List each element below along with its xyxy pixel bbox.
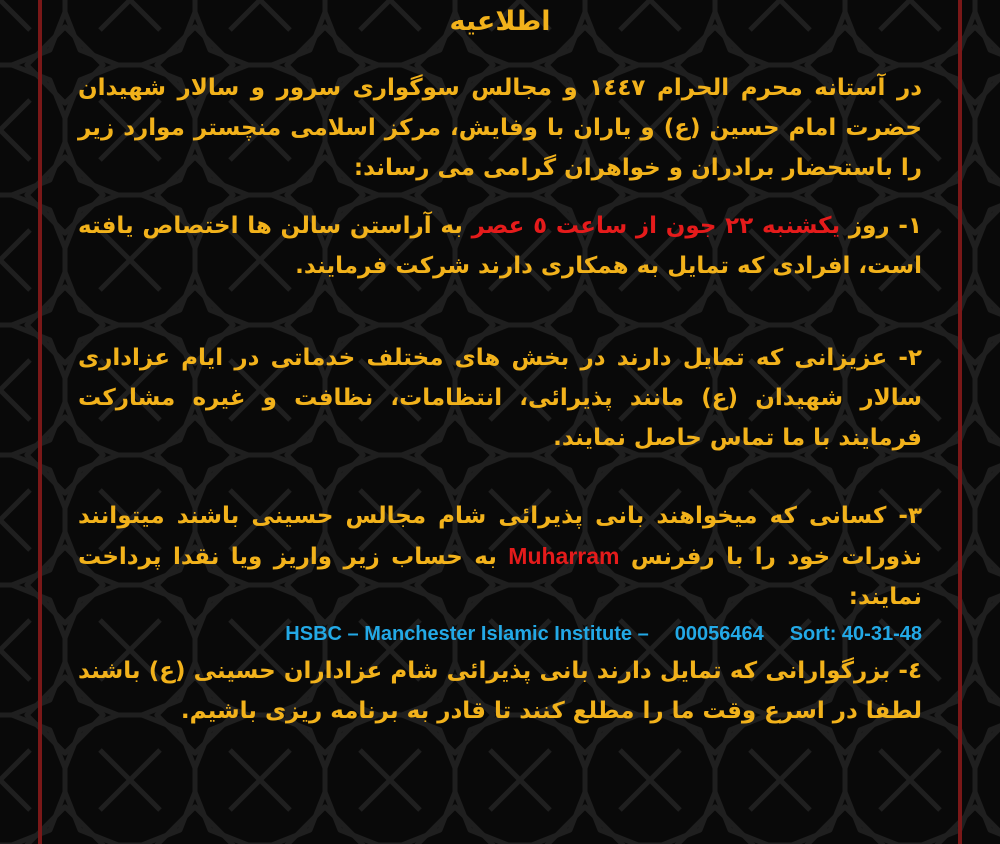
item-1-suffix: به آراستن سالن ها اختصاص یافته است، افرادی که تمایل به همکاری دارند شرکت فرمایند. [78,213,922,279]
item-4-paragraph: ٤- بزرگوارانی که تمایل دارند بانی پذیرائی شام عزاداران حسینی (ع) باشند لطفا در اسرع وقت ما را مطلع کنند تا قادر به برنامه ریزی باشیم. [78,658,922,724]
item-3-reference: Muharram [508,543,620,569]
item-1-paragraph [78,206,922,286]
bank-account-number: 00056464 [674,623,764,645]
bank-details [78,619,922,649]
item-1-prefix: ۱- روز [840,213,922,239]
frame-border-left [38,0,42,844]
item-1-date-highlight: یکشنبه ۲۲ جون از ساعت ٥ عصر [471,213,841,239]
item-3-prefix: ۳- کسانی که میخواهند بانی پذیرائی شام مجالس حسینی باشند میتوانند نذورات خود را با رفرنس [78,503,922,570]
announcement-title: اطلاعیه [449,6,551,37]
item-3-suffix: به حساب زیر واریز ویا نقدا پرداخت نمایند: [78,544,922,610]
item-3-paragraph [78,496,922,617]
announcement-body [78,0,922,844]
intro-paragraph: در آستانه محرم الحرام ۱٤٤٧ و مجالس سوگواری سرور و سالار شهیدان حضرت امام حسین (ع) و یاران با وفایش، مرکز اسلامی منچستر موارد زیر را باستحضار برادران و خواهران گرامی می رساند: [78,75,923,181]
bank-name: HSBC – Manchester Islamic Institute – [285,623,649,645]
bank-sort-code: Sort: 40-31-48 [789,623,922,645]
frame-border-right [958,0,962,844]
item-2-paragraph: ۲- عزیزانی که تمایل دارند در بخش های مختلف خدماتی در ایام عزاداری سالار شهیدان (ع) مانند پذیرائی، انتظامات، نظافت و غیره مشارکت فرمایند با ما تماس حاصل نمایند. [78,345,922,451]
